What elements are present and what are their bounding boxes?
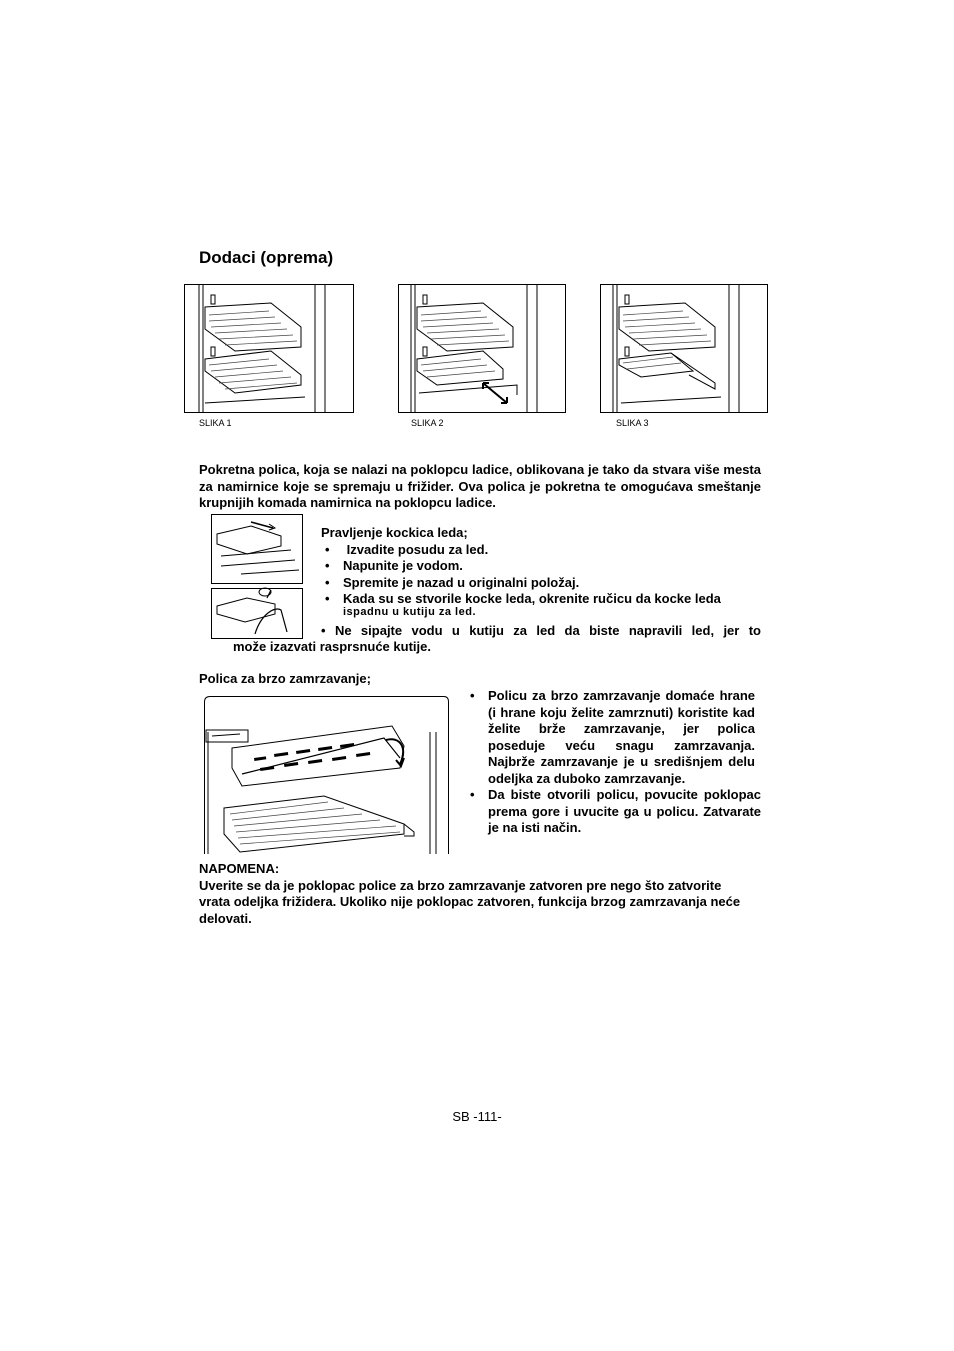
list-item: • Da biste otvorili policu, povucite poklopac prema gore i uvucite ga u policu. Zatvarate je na isti način.	[466, 787, 761, 837]
fast-freeze-list	[466, 688, 761, 837]
figure-slika-2	[398, 284, 566, 413]
note-heading: NAPOMENA:	[199, 861, 280, 876]
ice-step-continuation: ispadnu u kutiju za led.	[343, 605, 477, 618]
list-item: • Izvadite posudu za led.	[321, 542, 761, 559]
bullet-glyph: •	[321, 623, 335, 638]
page-title: Dodaci (oprema)	[199, 248, 334, 267]
list-item: • Policu za brzo zamrzavanje domaće hrane (i hrane koju želite zamrznuti) koristite kad želite brže zamrzavanje, jer polica poseduje veću snagu zamrzavanja. Najbrže zamrzavanje je u središnjem delu odeljka za duboko zamrzavanje.	[466, 688, 761, 787]
fast-freeze-heading: Polica za brzo zamrzavanje;	[199, 671, 371, 686]
ice-section-heading: Pravljenje kockica leda;	[321, 525, 468, 540]
ice-steps-list	[321, 542, 761, 608]
shelf-illustration-3	[601, 285, 767, 412]
note-section	[199, 861, 761, 927]
figure-caption-3: SLIKA 3	[616, 418, 649, 428]
list-item: • Napunite je vodom.	[321, 558, 761, 575]
ice-warning-text: Ne sipajte vodu u kutiju za led da biste napravili led, jer to	[334, 623, 761, 638]
list-item: • Spremite je nazad u originalni položaj.	[321, 575, 761, 592]
freezer-drawing	[204, 696, 449, 855]
intro-paragraph: Pokretna polica, koja se nalazi na poklopcu ladice, oblikovana je tako da stvara više mesta za namirnice koje se spremaju u frižider. Ova polica je pokretna te omogućava smeštanje krupnijih komada namirnica na poklopcu ladice.	[199, 462, 761, 510]
ice-warning-line-1	[321, 623, 761, 640]
list-item: • Kada su se stvorile kocke leda, okrenite ručicu da kocke leda	[321, 591, 761, 608]
ice-maker-illustration	[211, 514, 303, 639]
note-text: Uverite se da je poklopac police za brzo zamrzavanje zatvoren pre nego što zatvorite vrata odeljka frižidera. Ukoliko nije poklopac zatvoren, funkcija brzog zamrzavanja neće delovati.	[199, 877, 741, 926]
page-number: SB -111-	[452, 1109, 502, 1124]
shelf-illustration-1	[185, 285, 353, 412]
figure-slika-3	[600, 284, 768, 413]
figure-caption-1: SLIKA 1	[199, 418, 232, 428]
fast-freeze-illustration	[204, 696, 449, 855]
figure-slika-1	[184, 284, 354, 413]
ice-section	[321, 525, 761, 619]
shelf-illustration-2	[399, 285, 565, 412]
fast-freeze-text	[466, 688, 761, 837]
ice-warning-line-2: može izazvati rasprsnuće kutije.	[233, 639, 431, 654]
ice-tray-drawing	[211, 514, 303, 639]
figure-caption-2: SLIKA 2	[411, 418, 444, 428]
